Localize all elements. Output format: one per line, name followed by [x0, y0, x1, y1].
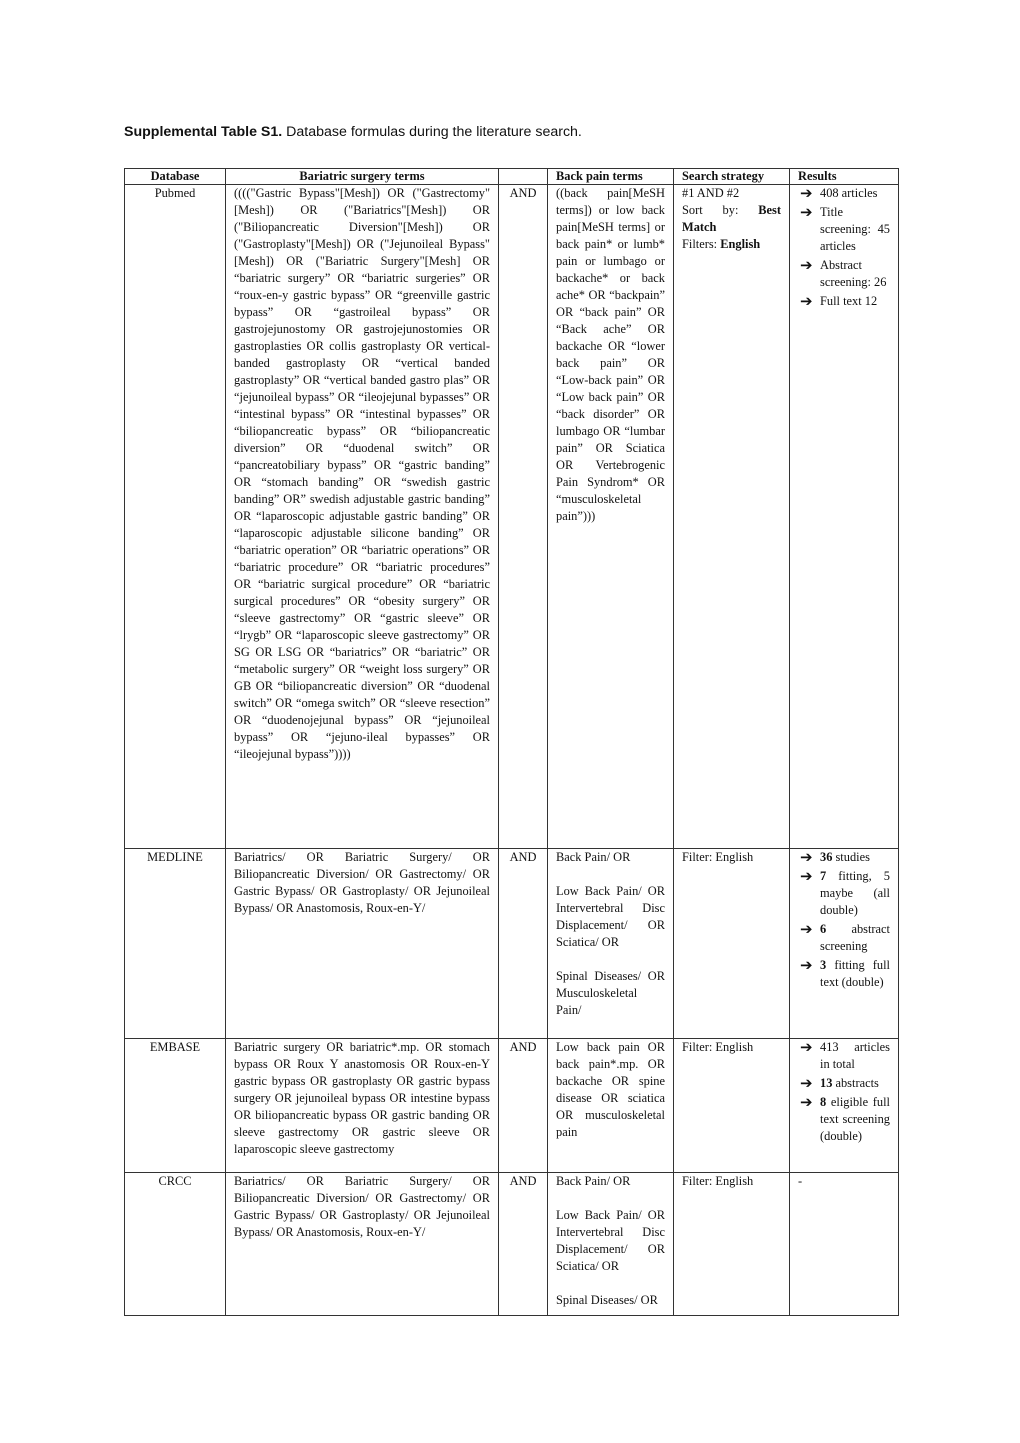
result-item: ➔ Title screening: 45 articles [800, 203, 890, 253]
back-pain-line: Back Pain/ OR [556, 1174, 631, 1188]
table-caption [124, 124, 904, 140]
back-pain-line: Spinal Diseases/ OR [556, 1293, 658, 1307]
result-item: ➔ 36 studies [800, 848, 870, 866]
result-item: ➔ 408 articles [800, 184, 878, 202]
arrow-right-icon: ➔ [800, 184, 813, 202]
result-item: ➔ Full text 12 [800, 292, 878, 310]
database-name: Pubmed [125, 185, 226, 849]
back-pain-line: ((back pain[MeSH terms]) or low back pain[MeSH terms] or back pain* or lumb* pain or lumbago or backache* or back ache* OR “backpain” OR “back pain” OR “Back ache” OR backache OR “lower back pain” OR “Low-back pain” OR “Low back pain” OR “back disorder” OR lumbago OR “lumbar pain” OR Sciatica OR Vertebrogenic Pain Syndrom* OR “musculoskeletal pain”))) [556, 186, 665, 523]
results-cell: - [790, 1173, 899, 1316]
back-pain-terms [548, 849, 674, 1039]
database-name: MEDLINE [125, 849, 226, 1039]
arrow-right-icon: ➔ [800, 256, 813, 274]
arrow-right-icon: ➔ [800, 292, 813, 310]
header-bariatric-terms: Bariatric surgery terms [226, 169, 499, 185]
arrow-right-icon: ➔ [800, 956, 813, 974]
result-item: ➔ Abstract screening: 26 [800, 256, 887, 289]
results-cell [790, 1039, 899, 1173]
strategy-filter: Filters: English [682, 237, 761, 251]
arrow-right-icon: ➔ [800, 920, 813, 938]
arrow-right-icon: ➔ [800, 1093, 813, 1111]
arrow-right-icon: ➔ [800, 867, 813, 885]
bariatric-terms: (((("Gastric Bypass"[Mesh]) OR ("Gastrectomy"[Mesh]) OR ("Bariatrics"[Mesh]) OR ("Biliopancreatic Diversion"[Mesh]) OR ("Gastroplasty"[Mesh]) OR ("Jejunoileal Bypass"[Mesh]) OR ("Bariatric Surgery"[Mesh] OR “bariatric surgery” OR “bariatric surgeries” OR “roux-en-y gastric bypass” OR “greenville gastric bypass” OR “gastroileal bypass” OR gastrojejunostomy OR gastrojejunostomies OR gastroplasties OR collis gastroplasty OR vertical-banded gastroplasty OR “vertical banded gastroplasty” OR “vertical banded gastro plas” OR “jejunoileal bypass” OR “ileojejunal bypasses” OR “intestinal bypass” OR “intestinal bypasses” OR “biliopancreatic bypass” OR “biliopancreatic diversion” OR “duodenal switch” OR “pancreatobiliary bypass” OR “gastric banding” OR “stomach banding” OR “swedish gastric banding” OR” swedish adjustable gastric banding” OR “laparoscopic adjustable gastric banding” OR “laparoscopic adjustable silicone banding” OR “bariatric operation” OR “bariatric operations” OR “bariatric procedure” OR “bariatric procedures” OR “bariatric surgical procedure” OR “bariatric surgical procedures” OR “obesity surgery” OR “sleeve gastrectomy” OR “gastric sleeve” OR “lrygb” OR “laparoscopic sleeve gastrectomy” OR SG OR LSG OR “bariatrics” OR “bariatric” OR “metabolic surgery” OR “weight loss surgery” OR GB OR “biliopancreatic diversion” OR “duodenal switch” OR “omega switch” OR “sleeve resection” OR “duodenojejunal bypass” OR “jejunoileal bypass” OR “jejuno-ileal bypasses” OR “ileojejunal bypass”)))) [226, 185, 499, 849]
bariatric-terms: Bariatric surgery OR bariatric*.mp. OR stomach bypass OR Roux Y anastomosis OR Roux-en-Y gastric bypass OR gastroplasty OR gastric bypass surgery OR jejunoileal bypass OR intestine bypass OR biliopancreatic bypass OR gastric banding OR sleeve gastrectomy OR gastric sleeve OR laparoscopic sleeve gastrectomy [226, 1039, 499, 1173]
database-name: CRCC [125, 1173, 226, 1316]
results-list [798, 1039, 890, 1145]
database-name: EMBASE [125, 1039, 226, 1173]
search-strategy-table [124, 168, 899, 1316]
back-pain-line: Low back pain OR back pain*.mp. OR backache OR spine disease OR sciatica OR musculoskeletal pain [556, 1040, 665, 1139]
search-strategy: Filter: English [674, 1173, 790, 1316]
caption-text: Database formulas during the literature search. [282, 124, 582, 140]
operator: AND [499, 849, 548, 1039]
result-item: ➔ 7 fitting, 5 maybe (all double) [800, 867, 890, 917]
back-pain-line: Back Pain/ OR [556, 850, 631, 864]
search-strategy [674, 185, 790, 849]
arrow-right-icon: ➔ [800, 203, 813, 221]
header-row [125, 169, 899, 185]
bariatric-terms: Bariatrics/ OR Bariatric Surgery/ OR Biliopancreatic Diversion/ OR Gastrectomy/ OR Gastric Bypass/ OR Gastroplasty/ OR Jejunoileal Bypass/ OR Anastomosis, Roux-en-Y/ [226, 1173, 499, 1316]
header-database: Database [125, 169, 226, 185]
table-row [125, 1173, 899, 1316]
header-back-pain-terms: Back pain terms [548, 169, 674, 185]
operator: AND [499, 1039, 548, 1173]
back-pain-terms [548, 1039, 674, 1173]
table-row [125, 849, 899, 1039]
back-pain-terms [548, 1173, 674, 1316]
bariatric-terms: Bariatrics/ OR Bariatric Surgery/ OR Biliopancreatic Diversion/ OR Gastrectomy/ OR Gastric Bypass/ OR Gastroplasty/ OR Jejunoileal Bypass/ OR Anastomosis, Roux-en-Y/ [226, 849, 499, 1039]
results-cell [790, 849, 899, 1039]
arrow-right-icon: ➔ [800, 1074, 813, 1092]
result-item: ➔ 413 articles in total [800, 1038, 890, 1071]
caption-label: Supplemental Table S1. [124, 124, 283, 140]
table-row [125, 1039, 899, 1173]
search-strategy: Filter: English [674, 1039, 790, 1173]
arrow-right-icon: ➔ [800, 1038, 813, 1056]
back-pain-line: Low Back Pain/ OR Intervertebral Disc Displacement/ OR Sciatica/ OR [556, 884, 665, 949]
results-list [798, 849, 890, 991]
strategy-sort: Sort by: Best Match [682, 203, 781, 234]
operator: AND [499, 1173, 548, 1316]
results-cell [790, 185, 899, 849]
header-search-strategy: Search strategy [674, 169, 790, 185]
result-item: ➔ 8 eligible full text screening (double) [800, 1093, 890, 1143]
result-item: ➔ 6 abstract screening [800, 920, 890, 953]
result-item: ➔ 3 fitting full text (double) [800, 956, 890, 989]
strategy-line: #1 AND #2 [682, 186, 740, 200]
results-list [798, 185, 890, 310]
search-strategy: Filter: English [674, 849, 790, 1039]
operator: AND [499, 185, 548, 849]
result-item: ➔ 13 abstracts [800, 1074, 879, 1092]
back-pain-line: Spinal Diseases/ OR Musculoskeletal Pain/ [556, 969, 665, 1017]
arrow-right-icon: ➔ [800, 848, 813, 866]
back-pain-terms [548, 185, 674, 849]
header-operator [499, 169, 548, 185]
back-pain-line: Low Back Pain/ OR Intervertebral Disc Displacement/ OR Sciatica/ OR [556, 1208, 665, 1273]
header-results: Results [790, 169, 899, 185]
table-row [125, 185, 899, 849]
